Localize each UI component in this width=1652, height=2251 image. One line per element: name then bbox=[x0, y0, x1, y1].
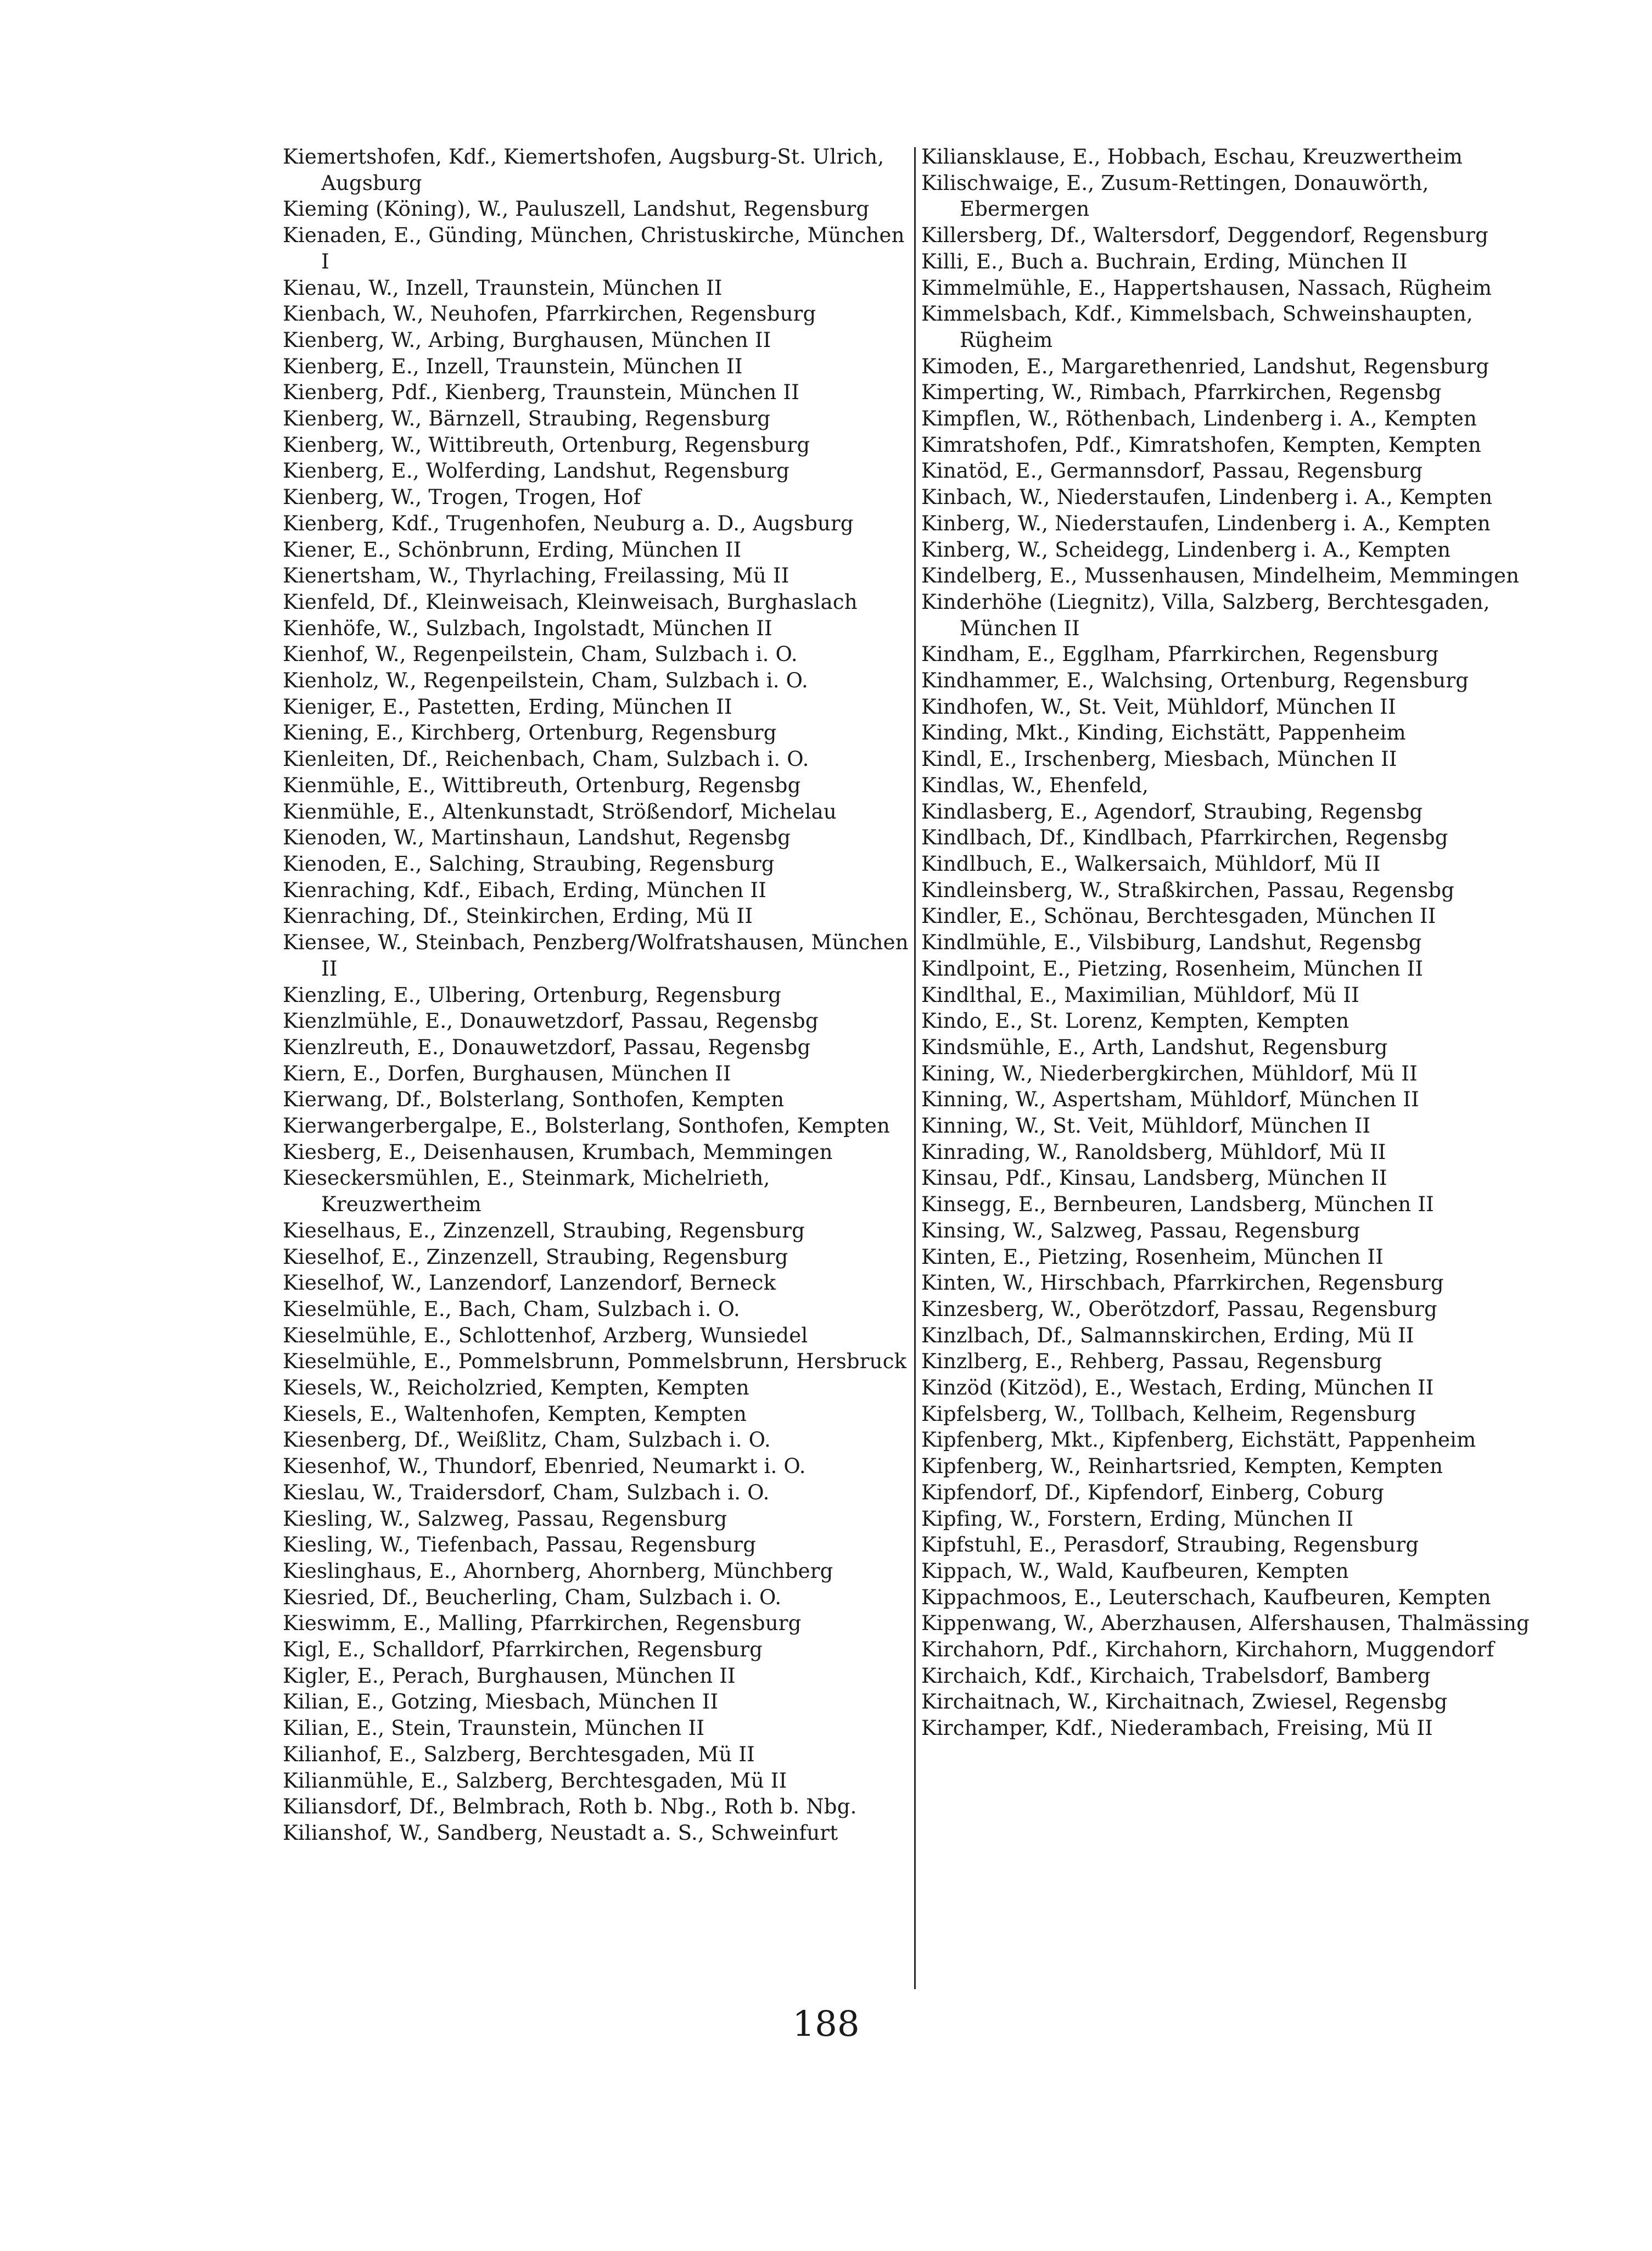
gazetteer-entry: Kienoden, W., Martinshaun, Landshut, Regensbg bbox=[283, 826, 791, 850]
gazetteer-entry: Kirchamper, Kdf., Niederambach, Freising, Mü II bbox=[921, 1716, 1433, 1740]
gazetteer-entry: Kienbach, W., Neuhofen, Pfarrkirchen, Regensburg bbox=[283, 302, 816, 326]
gazetteer-entry: Kipfelsberg, W., Tollbach, Kelheim, Regensburg bbox=[921, 1402, 1416, 1426]
page-number: 188 bbox=[792, 2004, 860, 2045]
gazetteer-entry: Kinsing, W., Salzweg, Passau, Regensburg bbox=[921, 1218, 1360, 1242]
gazetteer-entry: Kieselmühle, E., Bach, Cham, Sulzbach i. O. bbox=[283, 1297, 740, 1321]
gazetteer-entry: Kinberg, W., Niederstaufen, Lindenberg i. A., Kempten bbox=[921, 511, 1491, 535]
gazetteer-entry: Kindlmühle, E., Vilsbiburg, Landshut, Regensbg bbox=[921, 931, 1422, 955]
gazetteer-entry: Kierwangerbergalpe, E., Bolsterlang, Sonthofen, Kempten bbox=[283, 1114, 891, 1138]
gazetteer-entry: Kiesling, W., Salzweg, Passau, Regensburg bbox=[283, 1507, 727, 1531]
gazetteer-entry: Kimratshofen, Pdf., Kimratshofen, Kempten, Kempten bbox=[921, 433, 1482, 457]
gazetteer-entry: Kipfstuhl, E., Perasdorf, Straubing, Regensburg bbox=[921, 1533, 1419, 1557]
gazetteer-entry: Kining, W., Niederbergkirchen, Mühldorf, Mü II bbox=[921, 1061, 1418, 1085]
gazetteer-entry: Kiesried, Df., Beucherling, Cham, Sulzbach i. O. bbox=[283, 1585, 782, 1609]
gazetteer-entry: Kilianmühle, E., Salzberg, Berchtesgaden, Mü II bbox=[283, 1768, 787, 1793]
gazetteer-entry: Kinberg, W., Scheidegg, Lindenberg i. A., Kempten bbox=[921, 537, 1451, 562]
gazetteer-entry: Kieming (Köning), W., Pauluszell, Landshut, Regensburg bbox=[283, 197, 870, 221]
gazetteer-entry: Kindlasberg, E., Agendorf, Straubing, Regensbg bbox=[921, 799, 1423, 824]
column-divider bbox=[914, 147, 916, 1989]
gazetteer-entry: Kiening, E., Kirchberg, Ortenburg, Regensburg bbox=[283, 721, 777, 745]
gazetteer-entry: Kiliansdorf, Df., Belmbrach, Roth b. Nbg., Roth b. Nbg. bbox=[283, 1795, 857, 1819]
gazetteer-entry: Kienau, W., Inzell, Traunstein, München II bbox=[283, 276, 723, 300]
gazetteer-entry: Kiesberg, E., Deisenhausen, Krumbach, Memmingen bbox=[283, 1140, 833, 1164]
gazetteer-entry: Kindlbuch, E., Walkersaich, Mühldorf, Mü II bbox=[921, 852, 1381, 876]
gazetteer-entry: Killi, E., Buch a. Buchrain, Erding, München II bbox=[921, 249, 1408, 273]
gazetteer-entry: Kiesels, W., Reicholzried, Kempten, Kempten bbox=[283, 1376, 749, 1400]
gazetteer-entry: Kindleinsberg, W., Straßkirchen, Passau, Regensbg bbox=[921, 878, 1455, 902]
gazetteer-entry: Kienberg, W., Trogen, Trogen, Hof bbox=[283, 485, 641, 509]
gazetteer-entry: Kinzlberg, E., Rehberg, Passau, Regensburg bbox=[921, 1350, 1382, 1374]
gazetteer-entry: Kienhof, W., Regenpeilstein, Cham, Sulzbach i. O. bbox=[283, 642, 798, 667]
gazetteer-entry: Kienraching, Kdf., Eibach, Erding, München II bbox=[283, 878, 767, 902]
gazetteer-entry: Kipfenberg, Mkt., Kipfenberg, Eichstätt, Pappenheim bbox=[921, 1428, 1476, 1452]
gazetteer-entry: Kieselmühle, E., Schlottenhof, Arzberg, Wunsiedel bbox=[283, 1323, 808, 1347]
gazetteer-entry: Kieselhof, E., Zinzenzell, Straubing, Regensburg bbox=[283, 1245, 788, 1269]
gazetteer-entry: Kienfeld, Df., Kleinweisach, Kleinweisach, Burghaslach bbox=[283, 590, 858, 614]
gazetteer-entry: Kienberg, W., Arbing, Burghausen, München II bbox=[283, 328, 771, 352]
gazetteer-entry: Kippach, W., Wald, Kaufbeuren, Kempten bbox=[921, 1559, 1349, 1583]
gazetteer-entry: Kinzesberg, W., Oberötzdorf, Passau, Regensburg bbox=[921, 1297, 1437, 1321]
gazetteer-entry: Kindsmühle, E., Arth, Landshut, Regensburg bbox=[921, 1035, 1388, 1059]
gazetteer-entry: Kinsegg, E., Bernbeuren, Landsberg, München II bbox=[921, 1192, 1434, 1217]
right-column bbox=[921, 144, 1553, 1742]
gazetteer-entry: Kiesenberg, Df., Weißlitz, Cham, Sulzbach i. O. bbox=[283, 1428, 771, 1452]
gazetteer-entry: Kieselhaus, E., Zinzenzell, Straubing, Regensburg bbox=[283, 1218, 805, 1242]
gazetteer-entry: Kinten, W., Hirschbach, Pfarrkirchen, Regensburg bbox=[921, 1271, 1444, 1295]
gazetteer-entry: Kienberg, E., Inzell, Traunstein, München II bbox=[283, 354, 743, 378]
gazetteer-entry: Kimperting, W., Rimbach, Pfarrkirchen, Regensbg bbox=[921, 380, 1442, 405]
gazetteer-entry: Kienertsham, W., Thyrlaching, Freilassing, Mü II bbox=[283, 564, 789, 588]
gazetteer-entry: Kindlas, W., Ehenfeld, bbox=[921, 773, 1149, 797]
gazetteer-entry: Kiesels, E., Waltenhofen, Kempten, Kempten bbox=[283, 1402, 747, 1426]
gazetteer-entry: Kienhöfe, W., Sulzbach, Ingolstadt, München II bbox=[283, 616, 772, 640]
gazetteer-entry: Kienmühle, E., Altenkunstadt, Strößendorf, Michelau bbox=[283, 799, 837, 824]
gazetteer-entry: Kilian, E., Stein, Traunstein, München II bbox=[283, 1716, 705, 1740]
gazetteer-entry: Kindlbach, Df., Kindlbach, Pfarrkirchen, Regensbg bbox=[921, 826, 1448, 850]
gazetteer-entry: Kinatöd, E., Germannsdorf, Passau, Regensburg bbox=[921, 459, 1423, 483]
gazetteer-entry: Kiensee, W., Steinbach, Penzberg/Wolfratshausen, München II bbox=[283, 931, 909, 981]
gazetteer-entry: Kinten, E., Pietzing, Rosenheim, München II bbox=[921, 1245, 1384, 1269]
gazetteer-entry: Kiemertshofen, Kdf., Kiemertshofen, Augsburg-St. Ulrich, Augsburg bbox=[283, 145, 884, 195]
gazetteer-entry: Kienmühle, E., Wittibreuth, Ortenburg, Regensbg bbox=[283, 773, 801, 797]
gazetteer-entry: Kindhofen, W., St. Veit, Mühldorf, München II bbox=[921, 695, 1396, 719]
gazetteer-entry: Kiern, E., Dorfen, Burghausen, München II bbox=[283, 1061, 731, 1085]
gazetteer-entry: Kinning, W., Aspertsham, Mühldorf, München II bbox=[921, 1088, 1419, 1112]
gazetteer-entry: Kinbach, W., Niederstaufen, Lindenberg i. A., Kempten bbox=[921, 485, 1493, 509]
gazetteer-entry: Kiener, E., Schönbrunn, Erding, München II bbox=[283, 537, 742, 562]
gazetteer-entry: Kienleiten, Df., Reichenbach, Cham, Sulzbach i. O. bbox=[283, 747, 809, 771]
left-column bbox=[283, 144, 909, 1846]
gazetteer-entry: Kipfenberg, W., Reinhartsried, Kempten, Kempten bbox=[921, 1454, 1443, 1479]
gazetteer-entry: Kieselhof, W., Lanzendorf, Lanzendorf, Berneck bbox=[283, 1271, 776, 1295]
gazetteer-entry: Kilianshof, W., Sandberg, Neustadt a. S., Schweinfurt bbox=[283, 1821, 838, 1845]
gazetteer-entry: Kirchahorn, Pdf., Kirchahorn, Kirchahorn, Muggendorf bbox=[921, 1638, 1494, 1662]
gazetteer-entry: Kienberg, E., Wolferding, Landshut, Regensburg bbox=[283, 459, 789, 483]
gazetteer-entry: Kigler, E., Perach, Burghausen, München II bbox=[283, 1664, 736, 1688]
gazetteer-entry: Kipfing, W., Forstern, Erding, München II bbox=[921, 1507, 1354, 1531]
gazetteer-entry: Kindelberg, E., Mussenhausen, Mindelheim, Memmingen bbox=[921, 564, 1520, 588]
gazetteer-entry: Kippenwang, W., Aberzhausen, Alfershausen, Thalmässing bbox=[921, 1611, 1530, 1636]
gazetteer-entry: Kindl, E., Irschenberg, Miesbach, München II bbox=[921, 747, 1397, 771]
gazetteer-entry: Kindlpoint, E., Pietzing, Rosenheim, München II bbox=[921, 956, 1424, 981]
gazetteer-entry: Kindhammer, E., Walchsing, Ortenburg, Regensburg bbox=[921, 669, 1469, 693]
gazetteer-entry: Kimmelsbach, Kdf., Kimmelsbach, Schweinshaupten, Rügheim bbox=[921, 302, 1473, 352]
gazetteer-entry: Kienzlmühle, E., Donauwetzdorf, Passau, Regensbg bbox=[283, 1009, 819, 1033]
gazetteer-entry: Kinzöd (Kitzöd), E., Westach, Erding, München II bbox=[921, 1376, 1434, 1400]
gazetteer-entry: Kieniger, E., Pastetten, Erding, München II bbox=[283, 695, 732, 719]
gazetteer-entry: Kieswimm, E., Malling, Pfarrkirchen, Regensburg bbox=[283, 1611, 802, 1636]
gazetteer-entry: Kiliansklause, E., Hobbach, Eschau, Kreuzwertheim bbox=[921, 145, 1463, 169]
gazetteer-entry: Kimpflen, W., Röthenbach, Lindenberg i. A., Kempten bbox=[921, 407, 1477, 431]
gazetteer-entry: Kilischwaige, E., Zusum-Rettingen, Donauwörth, Ebermergen bbox=[921, 171, 1429, 221]
gazetteer-entry: Kiesenhof, W., Thundorf, Ebenried, Neumarkt i. O. bbox=[283, 1454, 806, 1479]
gazetteer-entry: Kinsau, Pdf., Kinsau, Landsberg, München II bbox=[921, 1166, 1387, 1190]
gazetteer-entry: Kilianhof, E., Salzberg, Berchtesgaden, Mü II bbox=[283, 1742, 755, 1766]
gazetteer-entry: Kipfendorf, Df., Kipfendorf, Einberg, Coburg bbox=[921, 1480, 1384, 1504]
gazetteer-entry: Kienholz, W., Regenpeilstein, Cham, Sulzbach i. O. bbox=[283, 669, 809, 693]
gazetteer-entry: Kinning, W., St. Veit, Mühldorf, München II bbox=[921, 1114, 1371, 1138]
gazetteer-entry: Kierwang, Df., Bolsterlang, Sonthofen, Kempten bbox=[283, 1088, 785, 1112]
gazetteer-entry: Kienberg, W., Bärnzell, Straubing, Regensburg bbox=[283, 407, 771, 431]
gazetteer-entry: Kieseckersmühlen, E., Steinmark, Michelrieth, Kreuzwertheim bbox=[283, 1166, 770, 1217]
gazetteer-entry: Kigl, E., Schalldorf, Pfarrkirchen, Regensburg bbox=[283, 1638, 763, 1662]
gazetteer-entry: Kindlthal, E., Maximilian, Mühldorf, Mü II bbox=[921, 983, 1359, 1007]
gazetteer-entry: Kindham, E., Egglham, Pfarrkirchen, Regensburg bbox=[921, 642, 1439, 667]
gazetteer-entry: Killersberg, Df., Waltersdorf, Deggendorf, Regensburg bbox=[921, 223, 1489, 248]
gazetteer-entry: Kimmelmühle, E., Happertshausen, Nassach, Rügheim bbox=[921, 276, 1492, 300]
gazetteer-entry: Kinrading, W., Ranoldsberg, Mühldorf, Mü II bbox=[921, 1140, 1386, 1164]
gazetteer-entry: Kilian, E., Gotzing, Miesbach, München II bbox=[283, 1690, 719, 1714]
gazetteer-entry: Kienzling, E., Ulbering, Ortenburg, Regensburg bbox=[283, 983, 782, 1007]
gazetteer-entry: Kienoden, E., Salching, Straubing, Regensburg bbox=[283, 852, 775, 876]
gazetteer-entry: Kinding, Mkt., Kinding, Eichstätt, Pappenheim bbox=[921, 721, 1406, 745]
gazetteer-entry: Kienberg, W., Wittibreuth, Ortenburg, Regensburg bbox=[283, 433, 810, 457]
gazetteer-entry: Kienberg, Kdf., Trugenhofen, Neuburg a. D., Augsburg bbox=[283, 511, 854, 535]
gazetteer-entry: Kindler, E., Schönau, Berchtesgaden, München II bbox=[921, 904, 1436, 928]
gazetteer-entry: Kinderhöhe (Liegnitz), Villa, Salzberg, Berchtesgaden, München II bbox=[921, 590, 1490, 640]
gazetteer-entry: Kienaden, E., Günding, München, Christuskirche, München I bbox=[283, 223, 905, 273]
gazetteer-entry: Kirchaich, Kdf., Kirchaich, Trabelsdorf, Bamberg bbox=[921, 1664, 1431, 1688]
gazetteer-entry: Kirchaitnach, W., Kirchaitnach, Zwiesel, Regensbg bbox=[921, 1690, 1448, 1714]
gazetteer-entry: Kieslau, W., Traidersdorf, Cham, Sulzbach i. O. bbox=[283, 1480, 770, 1504]
gazetteer-entry: Kiesling, W., Tiefenbach, Passau, Regensburg bbox=[283, 1533, 757, 1557]
gazetteer-entry: Kimoden, E., Margarethenried, Landshut, Regensburg bbox=[921, 354, 1489, 378]
gazetteer-entry: Kieselmühle, E., Pommelsbrunn, Pommelsbrunn, Hersbruck bbox=[283, 1350, 907, 1374]
gazetteer-entry: Kinzlbach, Df., Salmannskirchen, Erding, Mü II bbox=[921, 1323, 1414, 1347]
gazetteer-entry: Kippachmoos, E., Leuterschach, Kaufbeuren, Kempten bbox=[921, 1585, 1491, 1609]
gazetteer-entry: Kieslinghaus, E., Ahornberg, Ahornberg, Münchberg bbox=[283, 1559, 833, 1583]
gazetteer-entry: Kienberg, Pdf., Kienberg, Traunstein, München II bbox=[283, 380, 800, 405]
gazetteer-entry: Kienzlreuth, E., Donauwetzdorf, Passau, Regensbg bbox=[283, 1035, 811, 1059]
gazetteer-entry: Kindo, E., St. Lorenz, Kempten, Kempten bbox=[921, 1009, 1349, 1033]
gazetteer-entry: Kienraching, Df., Steinkirchen, Erding, Mü II bbox=[283, 904, 753, 928]
